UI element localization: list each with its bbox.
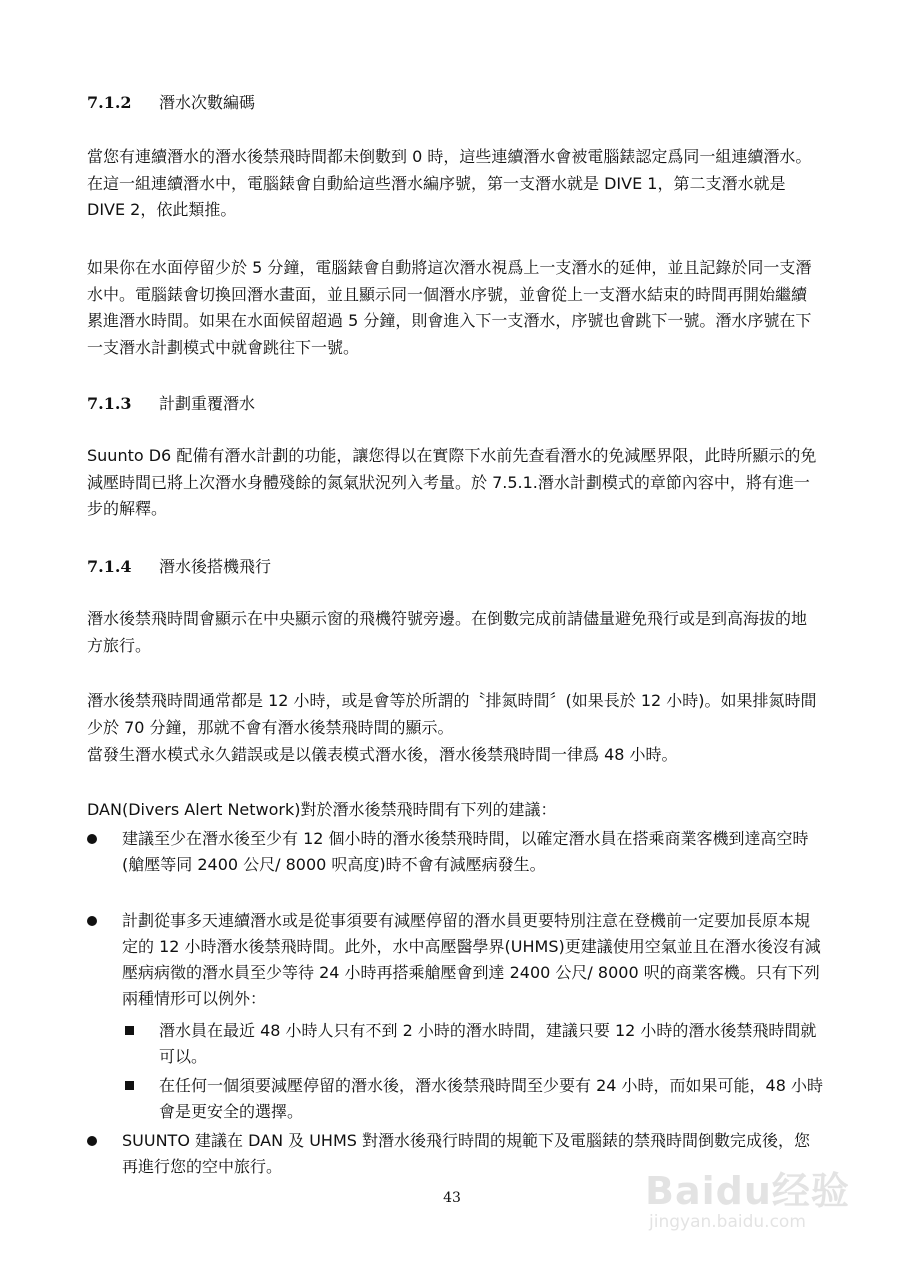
watermark-url: jingyan.baidu.com: [649, 1212, 806, 1232]
square-bullet-icon: [125, 1026, 134, 1035]
bullet-dot-icon: [87, 916, 97, 926]
page-number: 43: [443, 1190, 461, 1206]
section-heading-7-1-4: [87, 556, 822, 578]
sub-list-item: [125, 1018, 825, 1070]
sub-list-item-text: 潛水員在最近 48 小時人只有不到 2 小時的潛水時間，建議只要 12 小時的潛水後禁飛時間就可以。: [159, 1021, 817, 1066]
section-title: 潛水次數編碼: [159, 93, 256, 112]
sub-list-item-text: 在任何一個須要減壓停留的潛水後，潛水後禁飛時間至少要有 24 小時，而如果可能，48 小時會是更安全的選擇。: [159, 1076, 823, 1121]
square-bullet-icon: [125, 1081, 134, 1090]
bullet-dot-icon: [87, 834, 97, 844]
paragraph-surface-interval: 如果你在水面停留少於 5 分鐘，電腦錶會自動將這次潛水視爲上一支潛水的延伸，並且記錄於同一支潛水中。電腦錶會切換回潛水畫面，並且顯示同一個潛水序號，並會從上一支潛水結束的時間再開始繼續累進潛水時間。如果在水面候留超過 5 分鐘，則會進入下一支潛水，序號也會跳下一號。潛水序號在下一支潛水計劃模式中就會跳往下一號。: [87, 258, 812, 357]
section-title: 潛水後搭機飛行: [159, 557, 272, 576]
list-item-text: 建議至少在潛水後至少有 12 個小時的潛水後禁飛時間，以確定潛水員在搭乘商業客機到達高空時(艙壓等同 2400 公尺/ 8000 呎高度)時不會有減壓病發生。: [122, 829, 809, 874]
section-title: 計劃重覆潛水: [159, 394, 256, 413]
watermark-brand: Baidu经验: [645, 1169, 850, 1213]
section-number: 7.1.3: [87, 394, 132, 413]
bullet-dot-icon: [87, 1136, 97, 1146]
section-number: 7.1.4: [87, 557, 132, 576]
paragraph-gauge-mode: 當發生潛水模式永久錯誤或是以儀表模式潛水後，潛水後禁飛時間一律爲 48 小時。: [87, 745, 678, 764]
paragraph-no-fly-display: 潛水後禁飛時間會顯示在中央顯示窗的飛機符號旁邊。在倒數完成前請儘量避免飛行或是到高海拔的地方旅行。: [87, 609, 808, 655]
paragraph-dive-planning: Suunto D6 配備有潛水計劃的功能，讓您得以在實際下水前先查看潛水的免減壓界限，此時所顯示的免減壓時間已將上次潛水身體殘餘的氮氣狀況列入考量。於 7.5.1.潛水計劃模式的章節內容中，將有進一步的解釋。: [87, 446, 817, 518]
section-heading-7-1-3: [87, 393, 822, 415]
list-item: [87, 826, 825, 878]
list-item: [87, 908, 825, 1012]
baidu-watermark: [645, 1150, 855, 1250]
section-heading-7-1-2: [87, 92, 822, 114]
list-item-text: 計劃從事多天連續潛水或是從事須要有減壓停留的潛水員更要特別注意在登機前一定要加長原本規定的 12 小時潛水後禁飛時間。此外，水中高壓醫學界(UHMS)更建議使用空氣並且在潛水後沒有減壓病病徵的潛水員至少等待 24 小時再搭乘艙壓會到達 2400 公尺/ 8000 呎的商業客機。只有下列兩種情形可以例外：: [122, 911, 821, 1008]
list-item-text: SUUNTO 建議在 DAN 及 UHMS 對潛水後飛行時間的規範下及電腦錶的禁飛時間倒數完成後，您再進行您的空中旅行。: [122, 1131, 811, 1176]
sub-list-item: [125, 1073, 825, 1125]
paragraph-no-fly-duration: 潛水後禁飛時間通常都是 12 小時，或是會等於所謂的〝排氮時間〞(如果長於 12 小時)。如果排氮時間少於 70 分鐘，那就不會有潛水後禁飛時間的顯示。: [87, 691, 817, 737]
paragraph-dive-numbering: 當您有連續潛水的潛水後禁飛時間都未倒數到 0 時，這些連續潛水會被電腦錶認定爲同一組連續潛水。在這一組連續潛水中，電腦錶會自動給這些潛水編序號，第一支潛水就是 DIVE 1，第二支潛水就是 DIVE 2，依此類推。: [87, 147, 812, 219]
section-number: 7.1.2: [87, 93, 132, 112]
paragraph-dan-intro: DAN(Divers Alert Network)對於潛水後禁飛時間有下列的建議：: [87, 800, 557, 819]
